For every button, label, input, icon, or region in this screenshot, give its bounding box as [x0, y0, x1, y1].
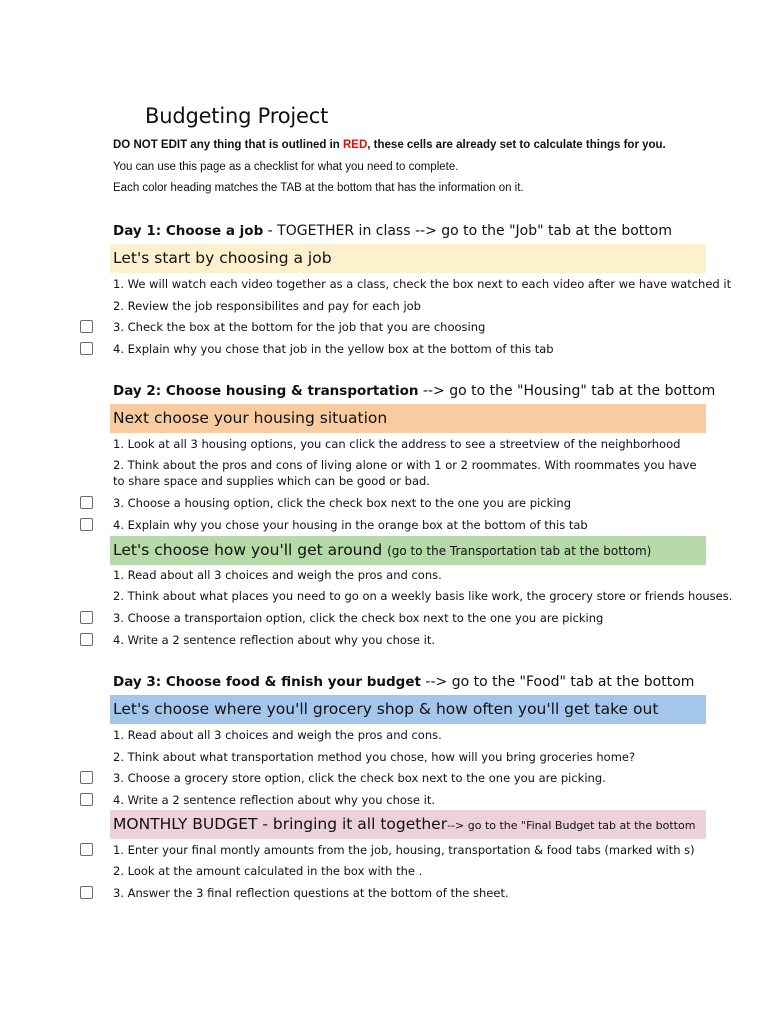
day3-item-1: 1. Read about all 3 choices and weigh the pros and cons. [113, 728, 442, 742]
day2-item-3-checkbox[interactable] [80, 496, 93, 509]
warning-pre: DO NOT EDIT any thing that is outlined in [113, 139, 343, 151]
transport-item-2: 2. Think about what places you need to go on a weekly basis like work, the grocery store or friends houses. [113, 589, 733, 603]
day3-item-3: 3. Choose a grocery store option, click the check box next to the one you are picking. [113, 771, 606, 785]
day2-band: Next choose your housing situation [110, 404, 706, 433]
day2-item-2: 2. Think about the pros and cons of living alone or with 1 or 2 roommates. With roommates you have to share space and supplies which can be good or bad. [113, 458, 697, 488]
day2-item-3: 3. Choose a housing option, click the check box next to the one you are picking [113, 496, 572, 510]
day1-item-1: 1. We will watch each video together as a class, check the box next to each video after we have watched it [113, 277, 732, 291]
day1-heading-bold: Day 1: Choose a job [113, 223, 264, 239]
transport-item-3: 3. Choose a transportaion option, click the check box next to the one you are picking [113, 611, 604, 625]
budget-item-1: 1. Enter your final montly amounts from the job, housing, transportation & food tabs (marked with s) [113, 843, 695, 857]
day2-item-1: 1. Look at all 3 housing options, you can click the address to see a streetview of the neighborhood [113, 437, 681, 451]
transport-item-4-checkbox[interactable] [80, 633, 93, 646]
day1-heading-rest: - TOGETHER in class --> go to the "Job" tab at the bottom [263, 223, 672, 239]
day1-item-3: 3. Check the box at the bottom for the job that you are choosing [113, 320, 486, 334]
day3-heading-rest: --> go to the "Food" tab at the bottom [420, 674, 695, 690]
day2-item-4: 4. Explain why you chose your housing in the orange box at the bottom of this tab [113, 518, 588, 532]
monthly-budget-band [110, 810, 706, 839]
transport-item-3-checkbox[interactable] [80, 611, 93, 624]
intro-line-2: You can use this page as a checklist for what you need to complete. [113, 161, 459, 173]
budget-item-2: 2. Look at the amount calculated in the box with the . [113, 864, 423, 878]
day3-heading-bold: Day 3: Choose food & finish your budget [113, 674, 421, 690]
day1-item-3-checkbox[interactable] [80, 320, 93, 333]
day1-heading [113, 223, 672, 239]
day3-item-4: 4. Write a 2 sentence reflection about why you chose it. [113, 793, 435, 807]
warning-red: RED [343, 139, 368, 151]
transportation-band-small: (go to the Transportation tab at the bottom) [387, 544, 652, 558]
day1-item-2: 2. Review the job responsibilites and pay for each job [113, 299, 421, 313]
transport-item-4: 4. Write a 2 sentence reflection about why you chose it. [113, 633, 435, 647]
day1-band: Let's start by choosing a job [110, 244, 706, 273]
day3-item-3-checkbox[interactable] [80, 771, 93, 784]
day2-heading [113, 383, 715, 399]
transportation-band-main: Let's choose how you'll get around [113, 541, 388, 559]
budget-item-3: 3. Answer the 3 final reflection questions at the bottom of the sheet. [113, 886, 509, 900]
budget-item-1-checkbox[interactable] [80, 843, 93, 856]
warning-line [113, 139, 666, 151]
day3-band: Let's choose where you'll grocery shop & how often you'll get take out [110, 695, 706, 724]
day2-heading-bold: Day 2: Choose housing & transportation [113, 383, 419, 399]
day3-item-2: 2. Think about what transportation method you chose, how will you bring groceries home? [113, 750, 636, 764]
intro-line-3: Each color heading matches the TAB at the bottom that has the information on it. [113, 182, 524, 194]
day3-item-4-checkbox[interactable] [80, 793, 93, 806]
page-title: Budgeting Project [145, 104, 329, 128]
day1-item-4-checkbox[interactable] [80, 342, 93, 355]
day3-heading [113, 674, 694, 690]
monthly-budget-band-main: MONTHLY BUDGET - bringing it all together [113, 815, 448, 833]
day1-item-4: 4. Explain why you chose that job in the yellow box at the bottom of this tab [113, 342, 554, 356]
transportation-band [110, 536, 706, 565]
warning-post: , these cells are already set to calculate things for you. [367, 139, 666, 151]
day2-heading-rest: --> go to the "Housing" tab at the bottom [418, 383, 716, 399]
budget-item-3-checkbox[interactable] [80, 886, 93, 899]
day2-item-4-checkbox[interactable] [80, 518, 93, 531]
transport-item-1: 1. Read about all 3 choices and weigh the pros and cons. [113, 568, 442, 582]
monthly-budget-band-small: --> go to the "Final Budget tab at the bottom [447, 819, 696, 832]
